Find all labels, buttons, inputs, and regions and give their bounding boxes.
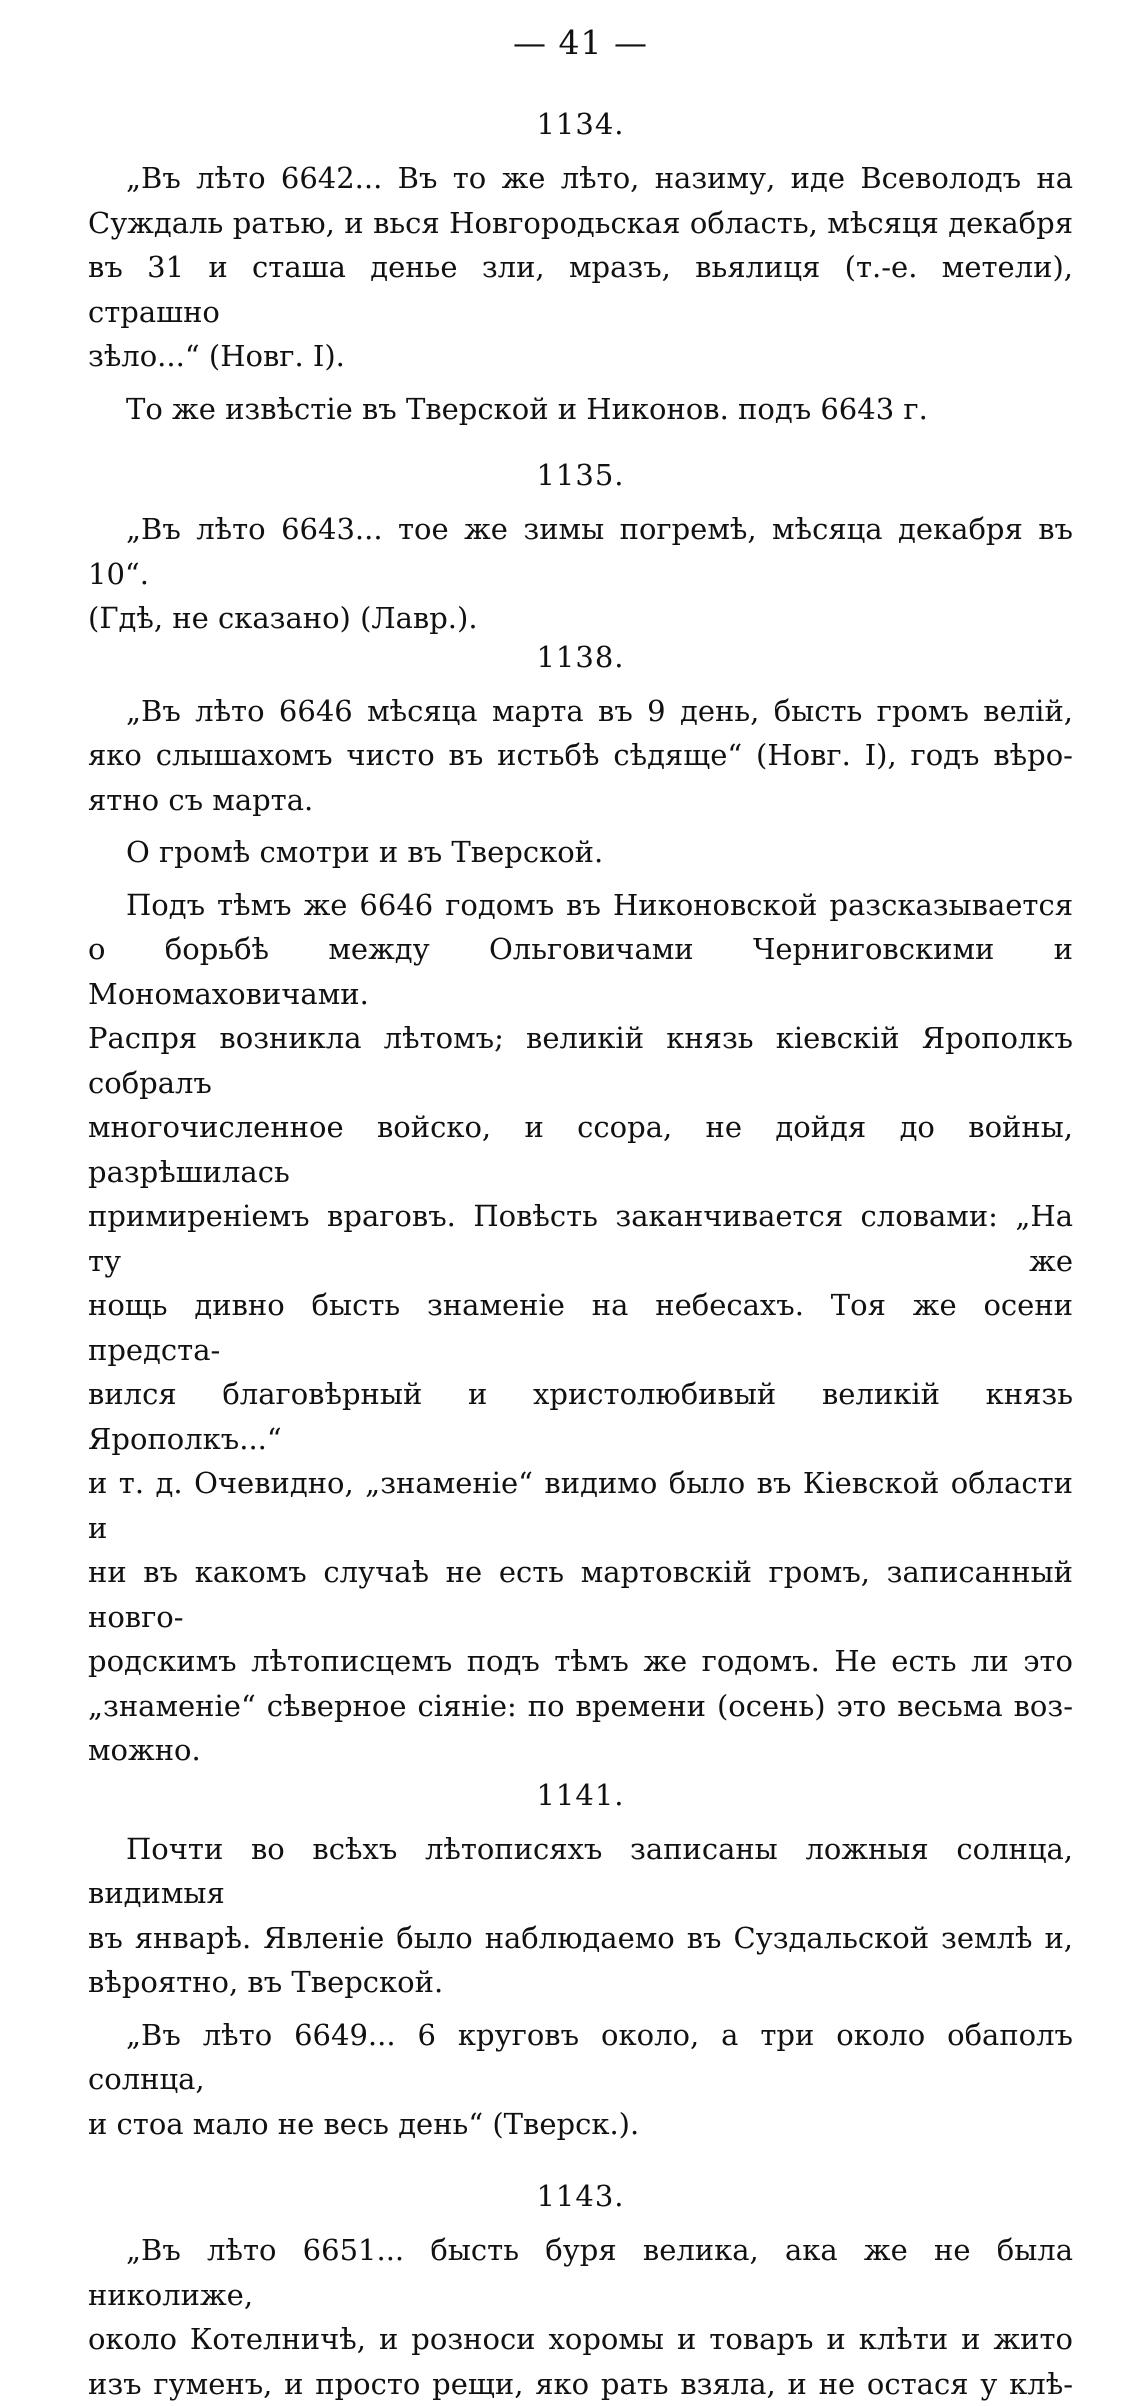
section-1138 xyxy=(88,635,1073,1773)
section-1134 xyxy=(88,102,1073,431)
text-line: и стоа мало не весь день“ (Тверск.). xyxy=(88,2102,1073,2147)
text-line: „Въ лѣто 6651... бысть буря велика, ака же не была николиже, xyxy=(88,2228,1073,2317)
page-number: — 41 — xyxy=(88,18,1073,68)
text-line: примиреніемъ враговъ. Повѣсть заканчивается словами: „На ту же xyxy=(88,1194,1073,1283)
section-1135 xyxy=(88,453,1073,641)
paragraph xyxy=(88,507,1073,641)
text-line: „Въ лѣто 6643... тое же зимы погремѣ, мѣсяца декабря въ 10“. xyxy=(88,507,1073,596)
text-line: То же извѣстіе въ Тверской и Никонов. подъ 6643 г. xyxy=(88,387,1073,432)
text-line: ни въ какомъ случаѣ не есть мартовскій громъ, записанный новго- xyxy=(88,1550,1073,1639)
year-heading: 1141. xyxy=(88,1773,1073,1817)
year-heading: 1135. xyxy=(88,453,1073,497)
text-line: (Гдѣ, не сказано) (Лавр.). xyxy=(88,596,1073,641)
paragraph xyxy=(88,1827,1073,2005)
text-line: Суждаль ратью, и вься Новгородьская область, мѣсяця декабря xyxy=(88,201,1073,246)
text-line: родскимъ лѣтописцемъ подъ тѣмъ же годомъ. Не есть ли это xyxy=(88,1639,1073,1684)
text-line: можно. xyxy=(88,1728,1073,1773)
text-line: Распря возникла лѣтомъ; великій князь кіевскій Ярополкъ собралъ xyxy=(88,1016,1073,1105)
text-line: въ январѣ. Явленіе было наблюдаемо въ Суздальской землѣ и, xyxy=(88,1916,1073,1961)
year-heading: 1134. xyxy=(88,102,1073,146)
paragraph xyxy=(88,830,1073,875)
text-line: о борьбѣ между Ольговичами Черниговскими и Мономаховичами. xyxy=(88,927,1073,1016)
text-line: вѣроятно, въ Тверской. xyxy=(88,1960,1073,2005)
text-line: „Въ лѣто 6642... Въ то же лѣто, назиму, иде Всеволодъ на xyxy=(88,156,1073,201)
text-line: яко слышахомъ чисто въ истьбѣ сѣдяще“ (Новг. I), годъ вѣро- xyxy=(88,733,1073,778)
document-page xyxy=(88,18,1073,2406)
text-line: около Котелничѣ, и розноси хоромы и товаръ и клѣти и жито xyxy=(88,2317,1073,2362)
text-line: и т. д. Очевидно, „знаменіе“ видимо было въ Кіевской области и xyxy=(88,1461,1073,1550)
paragraph xyxy=(88,2228,1073,2406)
text-line: „Въ лѣто 6649... 6 круговъ около, а три около обаполъ солнца, xyxy=(88,2013,1073,2102)
paragraph xyxy=(88,156,1073,379)
paragraph xyxy=(88,2013,1073,2147)
text-line: изъ гуменъ, и просто рещи, яко рать взяла, и не остася у клѣ- xyxy=(88,2362,1073,2406)
paragraph xyxy=(88,689,1073,823)
text-line: нощь дивно бысть знаменіе на небесахъ. Тоя же осени предста- xyxy=(88,1283,1073,1372)
text-line: О громѣ смотри и въ Тверской. xyxy=(88,830,1073,875)
section-1143 xyxy=(88,2174,1073,2406)
paragraph xyxy=(88,883,1073,1773)
text-line: „знаменіе“ сѣверное сіяніе: по времени (осень) это весьма воз- xyxy=(88,1684,1073,1729)
section-1141 xyxy=(88,1773,1073,2147)
text-line: „Въ лѣто 6646 мѣсяца марта въ 9 день, бысть громъ велій, xyxy=(88,689,1073,734)
text-line: въ 31 и сташа денье зли, мразъ, вьялиця (т.-е. метели), страшно xyxy=(88,245,1073,334)
text-line: вился благовѣрный и христолюбивый великій князь Ярополкъ...“ xyxy=(88,1372,1073,1461)
year-heading: 1138. xyxy=(88,635,1073,679)
text-line: Подъ тѣмъ же 6646 годомъ въ Никоновской разсказывается xyxy=(88,883,1073,928)
text-line: Почти во всѣхъ лѣтописяхъ записаны ложныя солнца, видимыя xyxy=(88,1827,1073,1916)
text-line: зѣло...“ (Новг. I). xyxy=(88,334,1073,379)
paragraph xyxy=(88,387,1073,432)
text-line: ятно съ марта. xyxy=(88,778,1073,823)
text-line: многочисленное войско, и ссора, не дойдя до войны, разрѣшилась xyxy=(88,1105,1073,1194)
year-heading: 1143. xyxy=(88,2174,1073,2218)
